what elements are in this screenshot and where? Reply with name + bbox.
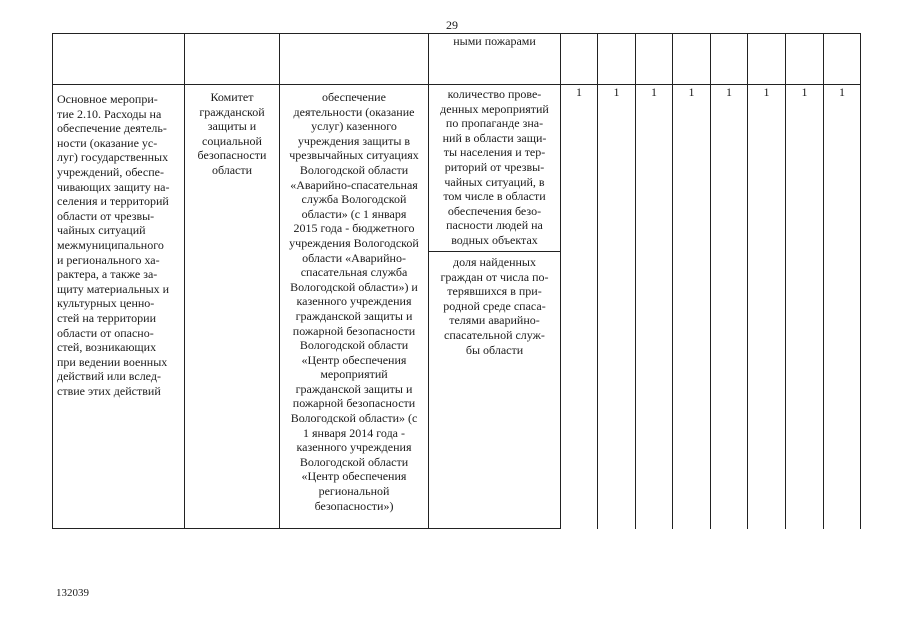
value-cell-4: 1 <box>688 85 695 99</box>
value-cell-8: 1 <box>839 85 845 99</box>
value-cell-1: 1 <box>576 85 582 99</box>
value-cell-6: 1 <box>763 85 770 99</box>
value-cell-3: 1 <box>651 85 657 99</box>
document-code: 132039 <box>56 587 89 599</box>
value-cell-7: 1 <box>801 85 808 99</box>
participant-cell: обеспечение деятельности (оказание услуг) казенного учреждения защиты в чрезвычайных ситуациях Вологодской области «Аварийно-спасательная служба Вологодской области» (с 1 января 2015 года - бюджетного учреждения Вологодской области «Аварийно- спасательная служба Вологодской области») и казенного учреждения гражданской защиты и пожарной безопасности Вологодской области «Центр обеспечения мероприятий гражданской защиты и пожарной безопасности Вологодской области» (с 1 января 2014 года - казенного учреждения Вологодской области «Центр обеспечения региональной безопасности») <box>289 90 419 513</box>
indicator-2-cell: доля найденных граждан от числа по- терявшихся в при- родной среде спаса- телями аварийно- спасательной служ- бы области <box>440 255 549 357</box>
indicator-1-cell: количество прове- денных мероприятий по пропаганде зна- ний в области защи- ты населения и тер- риторий от чрезвы- чайных ситуаций, в том числе в области обеспечения безо- пасности людей на водных объектах <box>440 87 549 247</box>
carryover-indicator-text: ными пожарами <box>453 34 536 48</box>
value-cell-2: 1 <box>613 85 620 99</box>
executor-cell: Комитет гражданской защиты и социальной безопасности области <box>197 90 267 177</box>
activity-cell: Основное меропри- тие 2.10. Расходы на обеспечение деятель- ности (оказание ус- луг) государственных учреждений, обеспе- чивающих защиту на- селения и территорий области от чрезвы- чайных ситуаций межмуниципального и регионального ха- рактера, а также за- щиту материальных и культурных ценно- стей на территории области от опасно- стей, возникающих при ведении военных действий или вслед- ствие этих действий <box>57 92 170 398</box>
value-cell-5: 1 <box>726 85 732 99</box>
page-number: 29 <box>446 18 458 32</box>
